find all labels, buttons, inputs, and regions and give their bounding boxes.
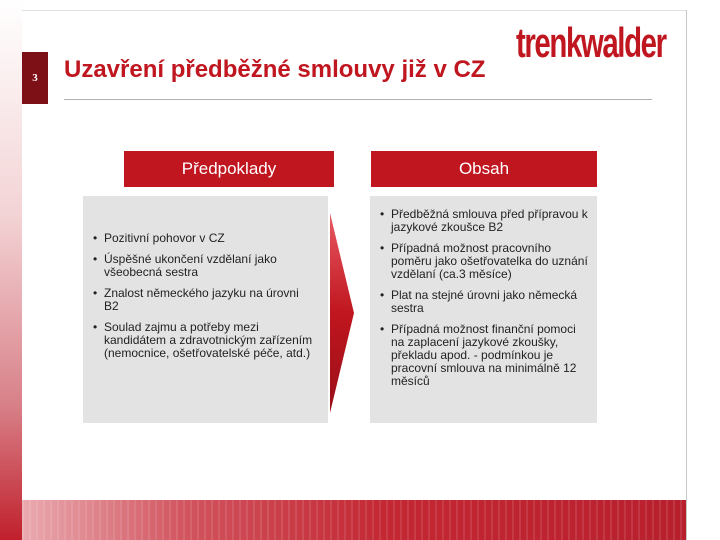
title-underline xyxy=(64,99,652,100)
list-item: • Předběžná smlouva před přípravou k jazykové zkoušce B2 xyxy=(378,208,591,234)
prerequisites-panel xyxy=(83,196,328,423)
list-item: • Případná možnost pracovního poměru jako ošetřovatelka do uznání vzdělaní (ca.3 měsíce) xyxy=(378,242,591,281)
list-item: • Znalost německého jazyku na úrovni B2 xyxy=(91,287,314,313)
company-logo: trenkwalder xyxy=(516,19,666,66)
content-header: Obsah xyxy=(371,151,597,187)
list-item: • Úspěšné ukončení vzdělaní jako všeobecná sestra xyxy=(91,253,314,279)
chevron-right-arrow-icon xyxy=(330,213,354,413)
list-item: • Případná možnost finanční pomoci na zaplacení jazykové zkoušky, překladu apod. - podmínkou je pracovní smlouva na minimálně 12 měsíců xyxy=(378,323,591,388)
bottom-decorative-band xyxy=(22,500,686,540)
left-gradient-stripe xyxy=(0,0,22,540)
content-panel xyxy=(370,196,597,423)
list-item: • Plat na stejné úrovni jako německá sestra xyxy=(378,289,591,315)
prerequisites-header: Předpoklady xyxy=(124,151,334,187)
slide-title: Uzavření předběžné smlouvy již v CZ xyxy=(64,56,486,83)
list-item: • Pozitivní pohovor v CZ xyxy=(91,232,314,245)
right-frame-line xyxy=(686,10,687,540)
slide-number: 3 xyxy=(22,52,48,104)
top-frame-line xyxy=(22,10,687,11)
list-item: • Soulad zajmu a potřeby mezi kandidátem a zdravotnickým zařízením (nemocnice, ošetřovatelské péče, atd.) xyxy=(91,321,314,360)
content-list xyxy=(378,208,591,388)
prerequisites-list xyxy=(91,232,314,360)
